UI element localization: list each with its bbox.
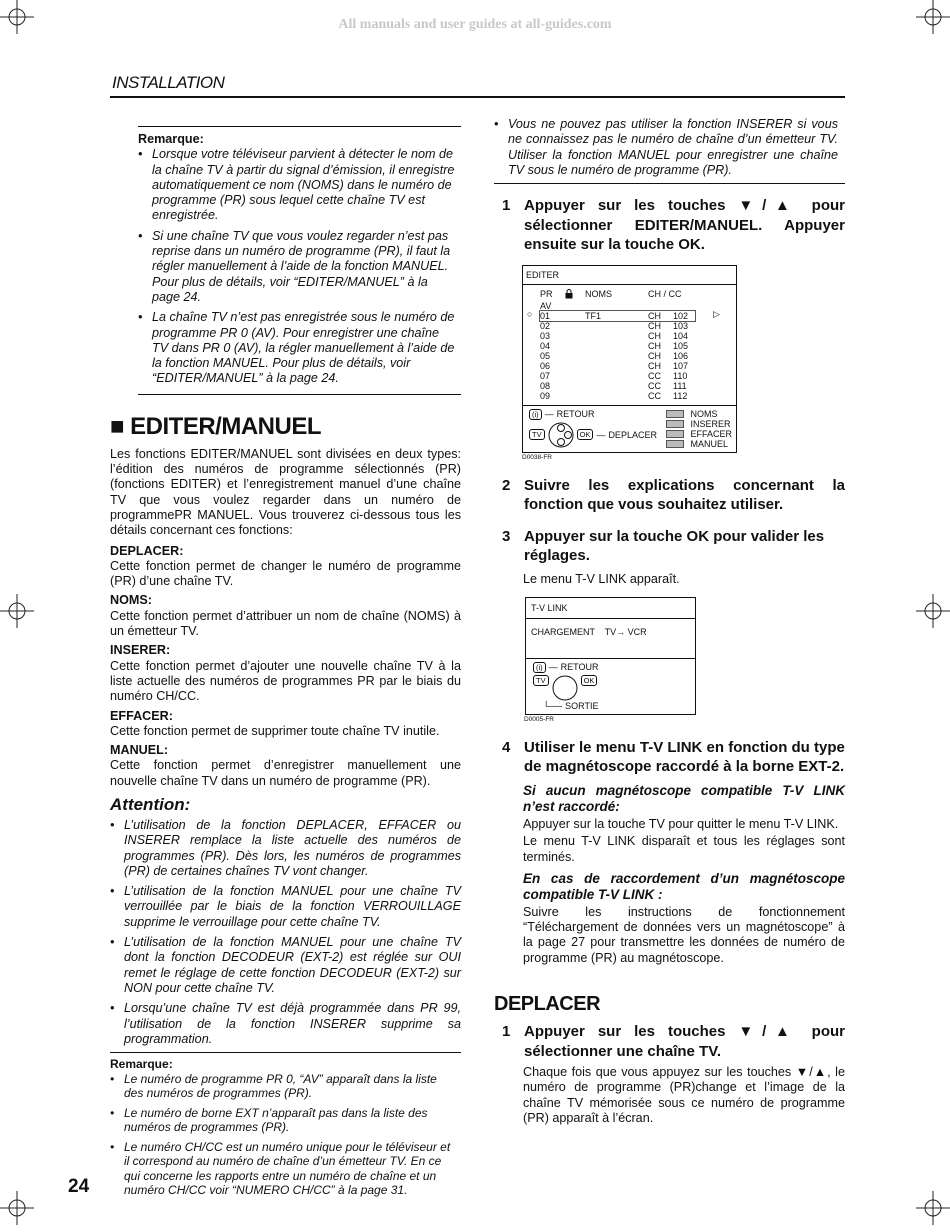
ok-key: OK — [581, 675, 598, 686]
remarque-item: • Si une chaîne TV que vous voulez regarder n’est pas reprise dans un numéro de programme (PR), il faut la régler manuellement à l’aide de la fonction MANUEL. Pour plus de détails, voir “EDITER/MANUEL” à la page 24. — [138, 229, 457, 305]
channel-row[interactable] — [540, 311, 695, 321]
channel-number: 111 — [673, 380, 687, 391]
key-i-icon: (i) — [529, 409, 542, 420]
ch-cc: CH — [648, 310, 661, 321]
channel-number: 110 — [673, 370, 688, 381]
channel-name — [585, 351, 648, 361]
remarque-item: • Le numéro de borne EXT n’apparaît pas dans la liste des numéros de programmes (PR). — [110, 1106, 455, 1135]
color-key-icon — [666, 420, 684, 428]
channel-row[interactable] — [540, 371, 695, 381]
color-key-icon — [666, 410, 684, 418]
ch-cc: CH — [648, 320, 661, 331]
osd-title: T-V LINK — [526, 598, 695, 619]
step-text: Suivre les explications concernant la fonction que vous souhaitez utiliser. — [524, 476, 845, 514]
channel-row[interactable] — [540, 321, 695, 331]
ch-cc: CH — [648, 340, 661, 351]
channel-row[interactable] — [540, 361, 695, 371]
pr-number: 04 — [540, 340, 551, 351]
step-1 — [502, 196, 845, 255]
channel-row[interactable] — [540, 391, 695, 401]
registration-mark-icon — [0, 1191, 34, 1225]
ok-key: OK — [577, 429, 594, 440]
function-desc: Cette fonction permet d’enregistrer manuellement une nouvelle chaîne TV dans un numéro de programme (PR). — [110, 758, 461, 788]
color-key-icon — [666, 430, 684, 438]
tv-key: TV — [533, 675, 549, 686]
deplacer-step-1 — [502, 1022, 845, 1061]
color-label: MANUEL — [690, 438, 728, 449]
deplacer-title: DEPLACER — [494, 993, 601, 1016]
pr-number: 02 — [540, 320, 551, 331]
registration-mark-icon — [0, 594, 34, 628]
color-label: EFFACER — [690, 428, 732, 439]
step-text: Appuyer sur la touche OK pour valider les réglages. — [524, 527, 825, 565]
deplacer-label: DEPLACER — [608, 429, 657, 440]
step-4-body — [523, 783, 845, 966]
attention-item: • L’utilisation de la fonction MANUEL pour une chaîne TV verrouillée par le biais de la fonction VERROUILLAGE supprime le verrouillage pour cette chaîne TV. — [110, 884, 461, 930]
channel-number: 112 — [673, 390, 688, 401]
right-column — [494, 117, 845, 1126]
ch-cc: CC — [648, 370, 661, 381]
channel-row[interactable] — [540, 331, 695, 341]
step-4 — [502, 738, 845, 777]
channel-name — [585, 321, 648, 331]
dpad-icon — [548, 422, 574, 448]
remarque-title: Remarque: — [138, 132, 204, 146]
deplacer-text: Chaque fois que vous appuyez sur les touches ▼/▲, le numéro de programme (PR)change et l’image de la chaîne TV mémorisée sous ce numéro de programme (PR) apparaît à l’écran. — [523, 1065, 845, 1125]
step-text: Utiliser le menu T-V LINK en fonction du type de magnétoscope raccordé à la borne EXT-2. — [524, 738, 845, 776]
case-text: Le menu T-V LINK disparaît et tous les réglages sont terminés. — [523, 834, 845, 864]
ch-cc: CH — [648, 330, 661, 341]
dash: — — [548, 662, 558, 673]
registration-mark-icon — [916, 594, 950, 628]
color-key-icon — [666, 440, 684, 448]
case-title: En cas de raccordement d’un magnétoscope compatible T-V LINK : — [523, 870, 845, 902]
header-rule — [110, 96, 845, 98]
page-number: 24 — [68, 1176, 90, 1197]
channel-name — [585, 371, 648, 381]
section-title: ■ EDITER/MANUEL — [110, 412, 321, 440]
function-term: INSERER: — [110, 643, 171, 658]
step-number: 2 — [502, 476, 511, 494]
function-desc: Cette fonction permet de changer le numéro de programme (PR) d’une chaîne TV. — [110, 558, 461, 589]
channel-number: 105 — [673, 340, 689, 351]
remarque-box-2 — [110, 1053, 455, 1198]
ch-cc: CH — [648, 360, 661, 371]
col-header: CH / CC — [648, 288, 682, 299]
channel-row[interactable] — [540, 341, 695, 351]
channel-name — [585, 341, 648, 351]
tv-key: TV — [529, 429, 545, 440]
pr-number: 06 — [540, 360, 551, 371]
attention-item: • Lorsqu’une chaîne TV est déjà programmée dans PR 99, l’utilisation de la fonction INSERER supprime sa programmation. — [110, 1001, 461, 1047]
key-i-icon: (i) — [533, 662, 546, 673]
attention-item: • L’utilisation de la fonction MANUEL pour une chaîne TV dont la fonction DECODEUR (EXT-2) est réglée sur OUI remet le réglage de cette fonction DECODEUR (EXT-2) sur NON pour cette chaîne TV. — [110, 935, 461, 996]
remarque-item: • Lorsque votre téléviseur parvient à détecter le nom de la chaîne TV à partir du signal d’émission, il enregistre automatiquement ce nom (NOMS) dans le numéro de programme (PR) sous lequel cette chaîne TV est enregistrée. — [138, 147, 457, 223]
section-header: INSTALLATION — [112, 73, 225, 92]
dash: — — [544, 409, 554, 420]
step-number: 4 — [502, 738, 511, 756]
case-title: Si aucun magnétoscope compatible T-V LINK n’est raccordé: — [523, 782, 845, 814]
color-label: INSERER — [690, 418, 731, 429]
watermark: All manuals and user guides at all-guides.com — [338, 17, 612, 32]
cursor-icon: ○ — [527, 308, 533, 319]
retour-label: RETOUR — [560, 662, 599, 673]
retour-label: RETOUR — [556, 409, 595, 420]
case-text: Suivre les instructions de fonctionnement “Téléchargement de données vers un magnétoscope” à la page 27 pour transmettre les données de numéro de programme (PR) au magnétoscope. — [523, 904, 845, 965]
function-desc: Cette fonction permet de supprimer toute chaîne TV inutile. — [110, 723, 440, 738]
ch-cc: CC — [648, 390, 661, 401]
figure-code: D0038-FR — [522, 453, 552, 461]
dash: — — [596, 429, 606, 440]
pr-number: 08 — [540, 380, 551, 391]
lock-icon — [565, 289, 585, 301]
channel-row[interactable] — [540, 381, 695, 391]
channel-number: 107 — [673, 360, 689, 371]
registration-mark-icon — [0, 0, 34, 34]
registration-mark-icon — [916, 0, 950, 34]
channel-number: 102 — [673, 310, 689, 321]
left-body — [110, 447, 461, 1047]
function-desc: Cette fonction permet d’ajouter une nouvelle chaîne TV à la liste actuelle des numéros de programmes PR par le biais du numéro CH/CC. — [110, 658, 461, 704]
remarque-item: • Le numéro CH/CC est un numéro unique pour le téléviseur et il correspond au numéro de chaîne d’un émetteur TV. En ce qui concerne les rapports entre un numéro de chaîne et un numéro CH/CC voir “NUMERO CH/CC” à la page 31. — [110, 1140, 455, 1198]
color-label: NOMS — [690, 408, 718, 419]
left-column — [110, 126, 461, 1203]
intro: Les fonctions EDITER/MANUEL sont divisées en deux types: l’édition des numéros de programme sélectionnés (PR) (fonctions EDITER) et l’enregistrement manuel d’une chaîne TV que vous voulez regarder dans un numéro de programmePR MANUEL. Vous trouverez ci-dessous tous les détails concernant ces fonctions: — [110, 446, 461, 538]
step-text: Appuyer sur les touches ▼/▲ pour sélectionner une chaîne TV. — [524, 1023, 845, 1060]
pr-number: 09 — [540, 390, 551, 401]
function-term: EFFACER: — [110, 708, 173, 723]
tvlink-menu-screen — [525, 597, 696, 715]
remarque-box-1 — [138, 127, 461, 394]
dpad-icon — [552, 675, 578, 701]
channel-row[interactable] — [540, 351, 695, 361]
step-number: 1 — [502, 197, 511, 215]
function-desc: Cette fonction permet d’attribuer un nom de chaîne (NOMS) à un émetteur TV. — [110, 608, 461, 639]
channel-name — [585, 391, 648, 401]
pr-number: 01 — [540, 310, 551, 321]
editer-menu-screen — [522, 265, 737, 453]
remarque-item: • Le numéro de programme PR 0, “AV” apparaît dans la liste des numéros de programmes (PR). — [110, 1072, 455, 1101]
function-term: NOMS: — [110, 593, 152, 608]
remarque-title: Remarque: — [110, 1057, 173, 1072]
col-header: PR — [540, 288, 553, 299]
ch-cc: CH — [648, 350, 661, 361]
channel-number: 106 — [673, 350, 689, 361]
pr-number: 07 — [540, 370, 551, 381]
step-3-sub: Le menu T-V LINK apparaît. — [523, 571, 680, 586]
case-text: Appuyer sur la touche TV pour quitter le menu T-V LINK. — [523, 816, 839, 831]
step-2 — [502, 476, 845, 515]
function-term: DEPLACER: — [110, 543, 184, 558]
figure-code: D0005-FR — [524, 715, 554, 723]
sortie-label: SORTIE — [565, 700, 599, 711]
step-3 — [502, 527, 845, 566]
dash: └── — [543, 700, 563, 711]
col-header: NOMS — [585, 288, 612, 299]
pr-number: 03 — [540, 330, 551, 341]
right-arrow-icon: ▷ — [713, 308, 720, 319]
registration-mark-icon — [916, 1191, 950, 1225]
channel-name: TF1 — [585, 310, 602, 321]
note: • Vous ne pouvez pas utiliser la fonction INSERER si vous ne connaissez pas le numéro de chaîne d’un émetteur TV. Utiliser la fonction MANUEL pour enregistrer une chaîne TV sous le numéro de programme (PR). — [494, 117, 838, 178]
function-term: MANUEL: — [110, 743, 169, 758]
rule — [138, 394, 461, 395]
step-number: 1 — [502, 1023, 511, 1041]
osd-title: EDITER — [523, 266, 736, 285]
av-row: AV — [540, 300, 552, 311]
ch-cc: CC — [648, 380, 661, 391]
channel-name — [585, 361, 648, 371]
step-text: Appuyer sur les touches ▼/▲ pour sélectionner EDITER/MANUEL. Appuyer ensuite sur la touche OK. — [524, 197, 845, 254]
attention-title: Attention: — [110, 794, 191, 814]
channel-name — [585, 331, 648, 341]
channel-number: 104 — [673, 330, 689, 341]
rule — [494, 183, 845, 184]
remarque-item: • La chaîne TV n’est pas enregistrée sous le numéro de programme PR 0 (AV). Pour enregistrer une chaîne TV dans PR 0 (AV), la régler manuellement à l’aide de la fonction MANUEL. Pour plus de détails, voir “EDITER/MANUEL” à la page 24. — [138, 310, 457, 386]
osd-line: CHARGEMENT TV→ VCR — [526, 619, 695, 659]
attention-item: • L’utilisation de la fonction DEPLACER, EFFACER ou INSERER remplace la liste actuelle des numéros de programmes (PR). Dès lors, les numéros de programmes (PR) de certaines chaînes TV vont changer. — [110, 818, 461, 879]
pr-number: 05 — [540, 350, 551, 361]
channel-number: 103 — [673, 320, 689, 331]
step-number: 3 — [502, 527, 511, 545]
channel-name — [585, 381, 648, 391]
